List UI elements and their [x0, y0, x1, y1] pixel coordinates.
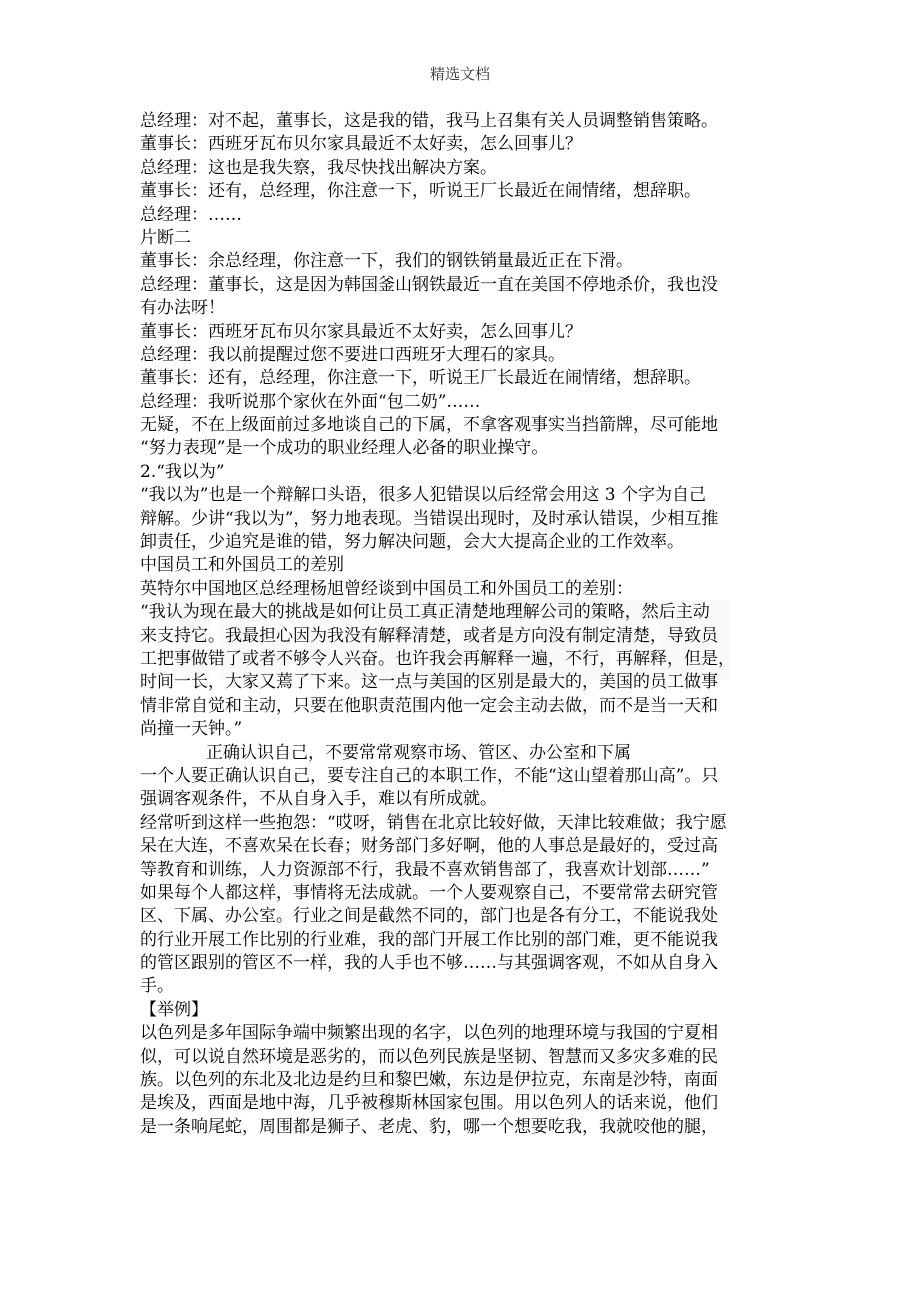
text-line: 总经理：我以前提醒过您不要进口西班牙大理石的家具。	[140, 344, 565, 365]
text-line: 强调客观条件，不从自身入手，难以有所成就。	[140, 789, 497, 810]
document-body	[140, 110, 785, 1139]
text-line: 情非常自觉和主动，只要在他职责范围内他一定会主动去做，而不是当一天和	[140, 695, 718, 716]
text-line: 是埃及，西面是地中海，几乎被穆斯林国家包围。用以色列人的话来说，他们	[140, 1093, 718, 1114]
text-line: 一个人要正确认识自己，要专注自己的本职工作，不能“这山望着那山高”。只	[140, 765, 719, 786]
text-line: 时间一长，大家又蔫了下来。这一点与美国的区别是最大的，美国的员工做事	[140, 672, 718, 693]
section-heading: 中国员工和外国员工的差别	[140, 555, 344, 576]
text-line: “努力表现”是一个成功的职业经理人必备的职业操守。	[140, 438, 549, 459]
text-line: 董事长：还有，总经理，你注意一下，听说王厂长最近在闹情绪，想辞职。	[140, 368, 701, 389]
text-line: 尚撞一天钟。”	[140, 719, 243, 740]
text-line: 董事长：余总经理，你注意一下，我们的钢铁销量最近正在下滑。	[140, 251, 633, 272]
text-line: 经常听到这样一些抱怨：“哎呀，销售在北京比较好做，天津比较难做；我宁愿	[140, 812, 727, 833]
text-line: 辩解。少讲“我以为”，努力地表现。当错误出现时，及时承认错误，少相互推	[140, 508, 719, 529]
text-line: 手。	[140, 976, 174, 997]
text-line: 卸责任，少追究是谁的错，努力解决问题，会大大提高企业的工作效率。	[140, 532, 684, 553]
text-line: 区、下属、办公室。行业之间是截然不同的，部门也是各有分工，不能说我处	[140, 906, 718, 927]
text-line: 总经理：我听说那个家伙在外面“包二奶”……	[140, 391, 481, 412]
text-line: 无疑，不在上级面前过多地谈自己的下属，不拿客观事实当挡箭牌，尽可能地	[140, 415, 718, 436]
text-line: 总经理：……	[140, 204, 242, 225]
text-line: 如果每个人都这样，事情将无法成就。一个人要观察自己，不要常常去研究管	[140, 882, 718, 903]
text-line: 来支持它。我最担心因为我没有解释清楚，或者是方向没有制定清楚，导致员	[140, 625, 718, 646]
section-heading: 【举例】	[140, 999, 208, 1020]
text-line: 总经理：对不起，董事长，这是我的错，我马上召集有关人员调整销售策略。	[140, 111, 718, 131]
text-line: 有办法呀！	[140, 298, 225, 319]
text-line: 董事长：还有，总经理，你注意一下，听说王厂长最近在闹情绪，想辞职。	[140, 181, 701, 202]
text-line: 等教育和训练，人力资源部不行，我最不喜欢销售部了，我喜欢计划部……”	[140, 859, 710, 880]
section-heading: 2.“我以为”	[140, 461, 225, 482]
text-line: “我认为现在最大的挑战是如何让员工真正清楚地理解公司的策略，然后主动	[140, 602, 710, 623]
text-line: 英特尔中国地区总经理杨旭曾经谈到中国员工和外国员工的差别：	[140, 578, 633, 599]
text-line: 呆在大连，不喜欢呆在长春；财务部门多好啊，他的人事总是最好的，受过高	[140, 836, 718, 857]
text-line: 的行业开展工作比别的行业难，我的部门开展工作比别的部门难，更不能说我	[140, 929, 718, 950]
text-line: 董事长：西班牙瓦布贝尔家具最近不太好卖，怎么回事儿？	[140, 321, 582, 342]
section-heading: 片断二	[140, 227, 191, 248]
text-line: 似，可以说自然环境是恶劣的，而以色列民族是坚韧、智慧而又多灾多难的民	[140, 1046, 718, 1067]
section-heading: 正确认识自己，不要常常观察市场、管区、办公室和下属	[206, 742, 631, 763]
text-line: 总经理：这也是我失察，我尽快找出解决方案。	[140, 157, 497, 178]
text-line: 是一条响尾蛇，周围都是狮子、老虎、豹，哪一个想要吃我，我就咬他的腿，	[140, 1116, 718, 1137]
text-line: 族。以色列的东北及北边是约旦和黎巴嫩，东边是伊拉克，东南是沙特，南面	[140, 1070, 718, 1091]
text-line: 董事长：西班牙瓦布贝尔家具最近不太好卖，怎么回事儿？	[140, 134, 582, 155]
text-line: 的管区跟别的管区不一样，我的人手也不够……与其强调客观，不如从自身入	[140, 953, 718, 974]
text-line: “我以为”也是一个辩解口头语，很多人犯错误以后经常会用这 3 个字为自己	[140, 485, 707, 506]
page-header: 精选文档	[429, 65, 490, 83]
text-line: 以色列是多年国际争端中频繁出现的名字，以色列的地理环境与我国的宁夏相	[140, 1023, 718, 1044]
text-line: 总经理：董事长，这是因为韩国釜山钢铁最近一直在美国不停地杀价，我也没	[140, 274, 718, 295]
text-line: 工把事做错了或者不够令人兴奋。也许我会再解释一遍，不行，再解释，但是，	[140, 648, 735, 669]
